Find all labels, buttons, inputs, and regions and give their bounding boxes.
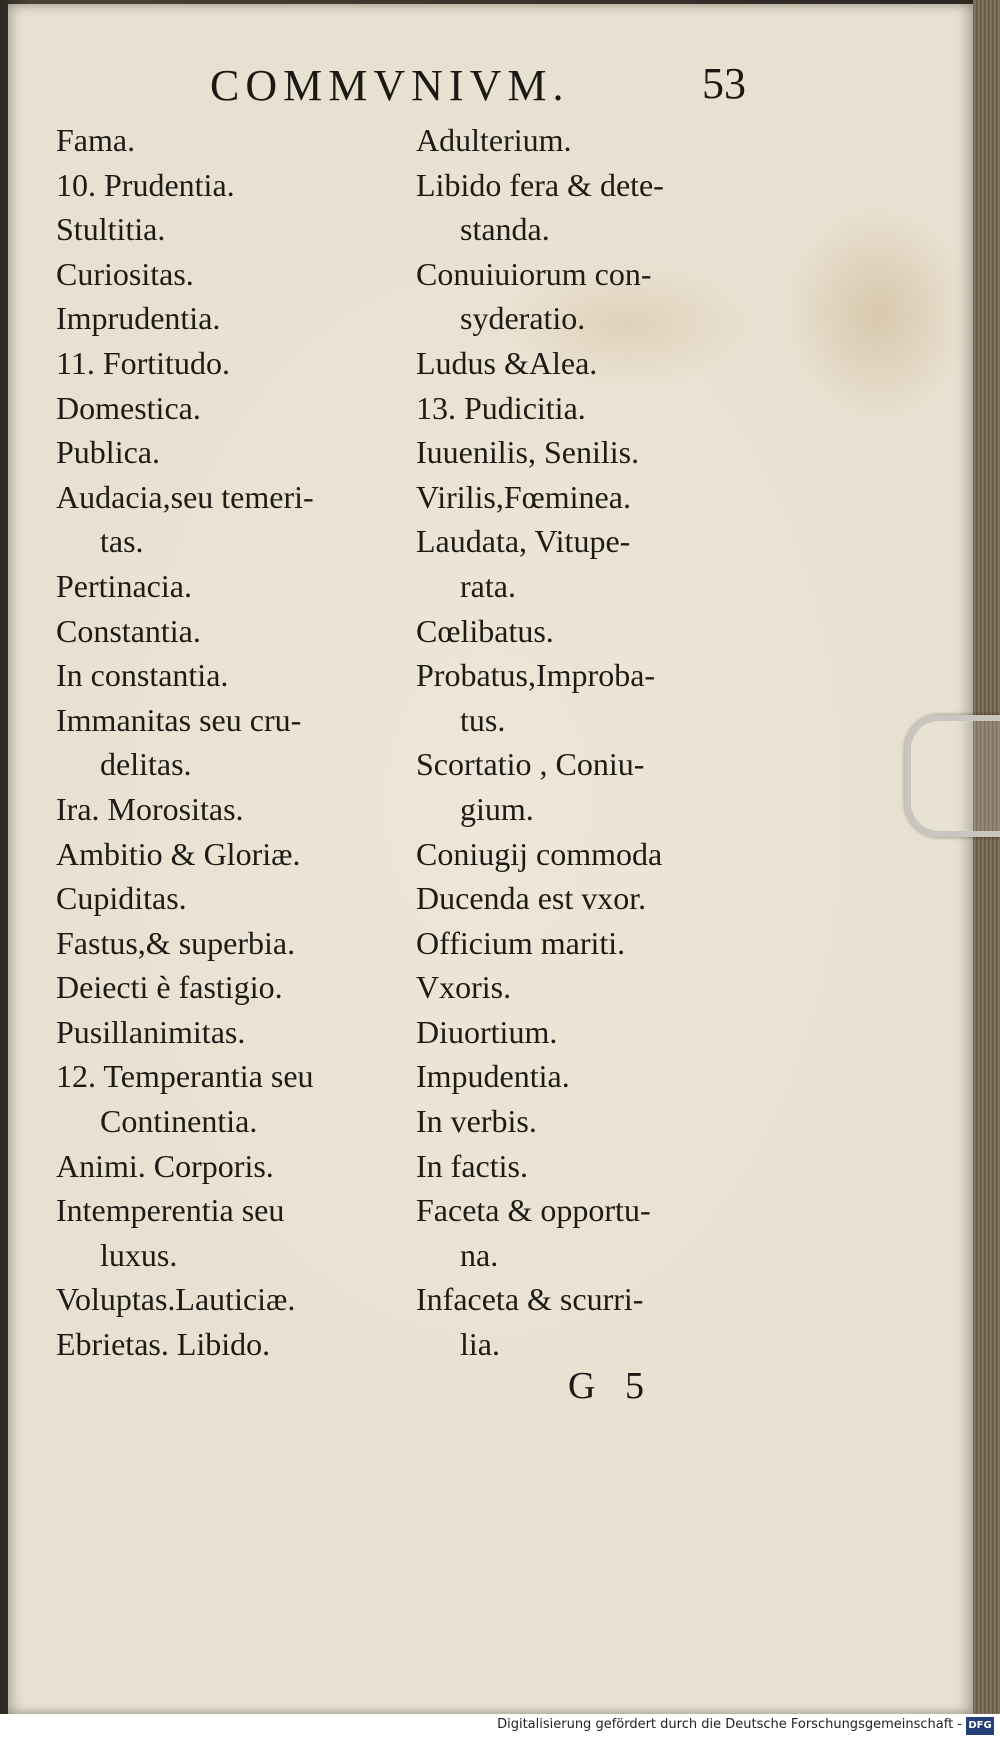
- index-entry: Scortatio , Coniu-: [416, 746, 645, 783]
- index-entry: Ludus &Alea.: [416, 344, 598, 381]
- signature-mark: G 5: [568, 1365, 654, 1407]
- running-title: COMMVNIVM.: [210, 61, 570, 110]
- index-entry: 12. Temperantia seu: [56, 1058, 314, 1095]
- index-entry: tas.: [100, 523, 144, 560]
- index-entry: lia.: [460, 1326, 500, 1363]
- index-entry: Fama.: [56, 122, 136, 158]
- index-entry: Fastus,& superbia.: [56, 924, 296, 961]
- index-entry: In constantia.: [56, 657, 229, 694]
- index-entry: Adulterium.: [416, 122, 572, 158]
- right-column: [416, 118, 746, 1367]
- index-entry: Ira. Morositas.: [56, 790, 244, 827]
- index-entry: 10. Prudentia.: [56, 166, 235, 203]
- index-entry: Vxoris.: [416, 969, 512, 1006]
- page-edges: [973, 0, 1000, 1715]
- index-entry: Libido fera & dete-: [416, 166, 664, 203]
- index-entry: Voluptas.Lauticiæ.: [56, 1281, 296, 1318]
- page-number: 53: [702, 59, 746, 108]
- index-entry: gium.: [460, 790, 534, 827]
- index-entry: In factis.: [416, 1147, 528, 1184]
- page-clip: [905, 715, 1000, 837]
- index-entry: Domestica.: [56, 389, 201, 426]
- index-entry: Stultitia.: [56, 211, 166, 248]
- digitization-footer: [0, 1714, 1000, 1739]
- index-entry: Curiositas.: [56, 255, 194, 292]
- index-entry: Audacia,seu temeri-: [56, 478, 314, 515]
- index-entry: Pusillanimitas.: [56, 1013, 246, 1050]
- dfg-logo: DFG: [966, 1717, 994, 1735]
- index-entry: Imprudentia.: [56, 300, 221, 337]
- index-entry: Ambitio & Gloriæ.: [56, 835, 301, 872]
- index-entry: In verbis.: [416, 1103, 537, 1140]
- index-entry: standa.: [460, 211, 550, 248]
- index-entry: Constantia.: [56, 612, 201, 649]
- index-entry: Ebrietas. Libido.: [56, 1326, 271, 1363]
- index-entry: Probatus,Improba-: [416, 657, 656, 694]
- index-entry: Faceta & opportu-: [416, 1192, 651, 1229]
- index-entry: Laudata, Vitupe-: [416, 523, 631, 560]
- index-entry: Cupiditas.: [56, 880, 187, 917]
- index-entry: Publica.: [56, 434, 160, 471]
- index-entry: Immanitas seu cru-: [56, 701, 302, 738]
- index-entry: Officium mariti.: [416, 924, 626, 961]
- index-entry: 13. Pudicitia.: [416, 389, 586, 426]
- index-entry: 11. Fortitudo.: [56, 344, 230, 381]
- index-entry: Pertinacia.: [56, 567, 192, 604]
- index-entry: na.: [460, 1236, 499, 1273]
- index-entry: Animi. Corporis.: [56, 1147, 274, 1184]
- index-entry: Diuortium.: [416, 1013, 558, 1050]
- index-entry: Iuuenilis, Senilis.: [416, 434, 640, 471]
- index-entry: Conuiuiorum con-: [416, 255, 652, 292]
- index-entry: Impudentia.: [416, 1058, 570, 1095]
- index-entry: Coniugij commoda: [416, 835, 663, 872]
- index-entry: Infaceta & scurri-: [416, 1281, 644, 1318]
- index-entry: tus.: [460, 701, 506, 738]
- index-entry: Ducenda est vxor.: [416, 880, 647, 917]
- index-entry: rata.: [460, 567, 516, 604]
- index-entry: Intemperentia seu: [56, 1192, 285, 1229]
- index-entry: Cœlibatus.: [416, 612, 554, 649]
- index-entry: Virilis,Fœminea.: [416, 478, 631, 515]
- index-entry: syderatio.: [460, 300, 586, 337]
- index-entry: delitas.: [100, 746, 192, 783]
- index-entry: luxus.: [100, 1236, 178, 1273]
- left-column: [56, 118, 396, 1367]
- footer-credit: Digitalisierung gefördert durch die Deutsche Forschungsgemeinschaft -: [497, 1717, 962, 1732]
- index-entry: Continentia.: [100, 1103, 258, 1140]
- index-entry: Deiecti è fastigio.: [56, 969, 283, 1006]
